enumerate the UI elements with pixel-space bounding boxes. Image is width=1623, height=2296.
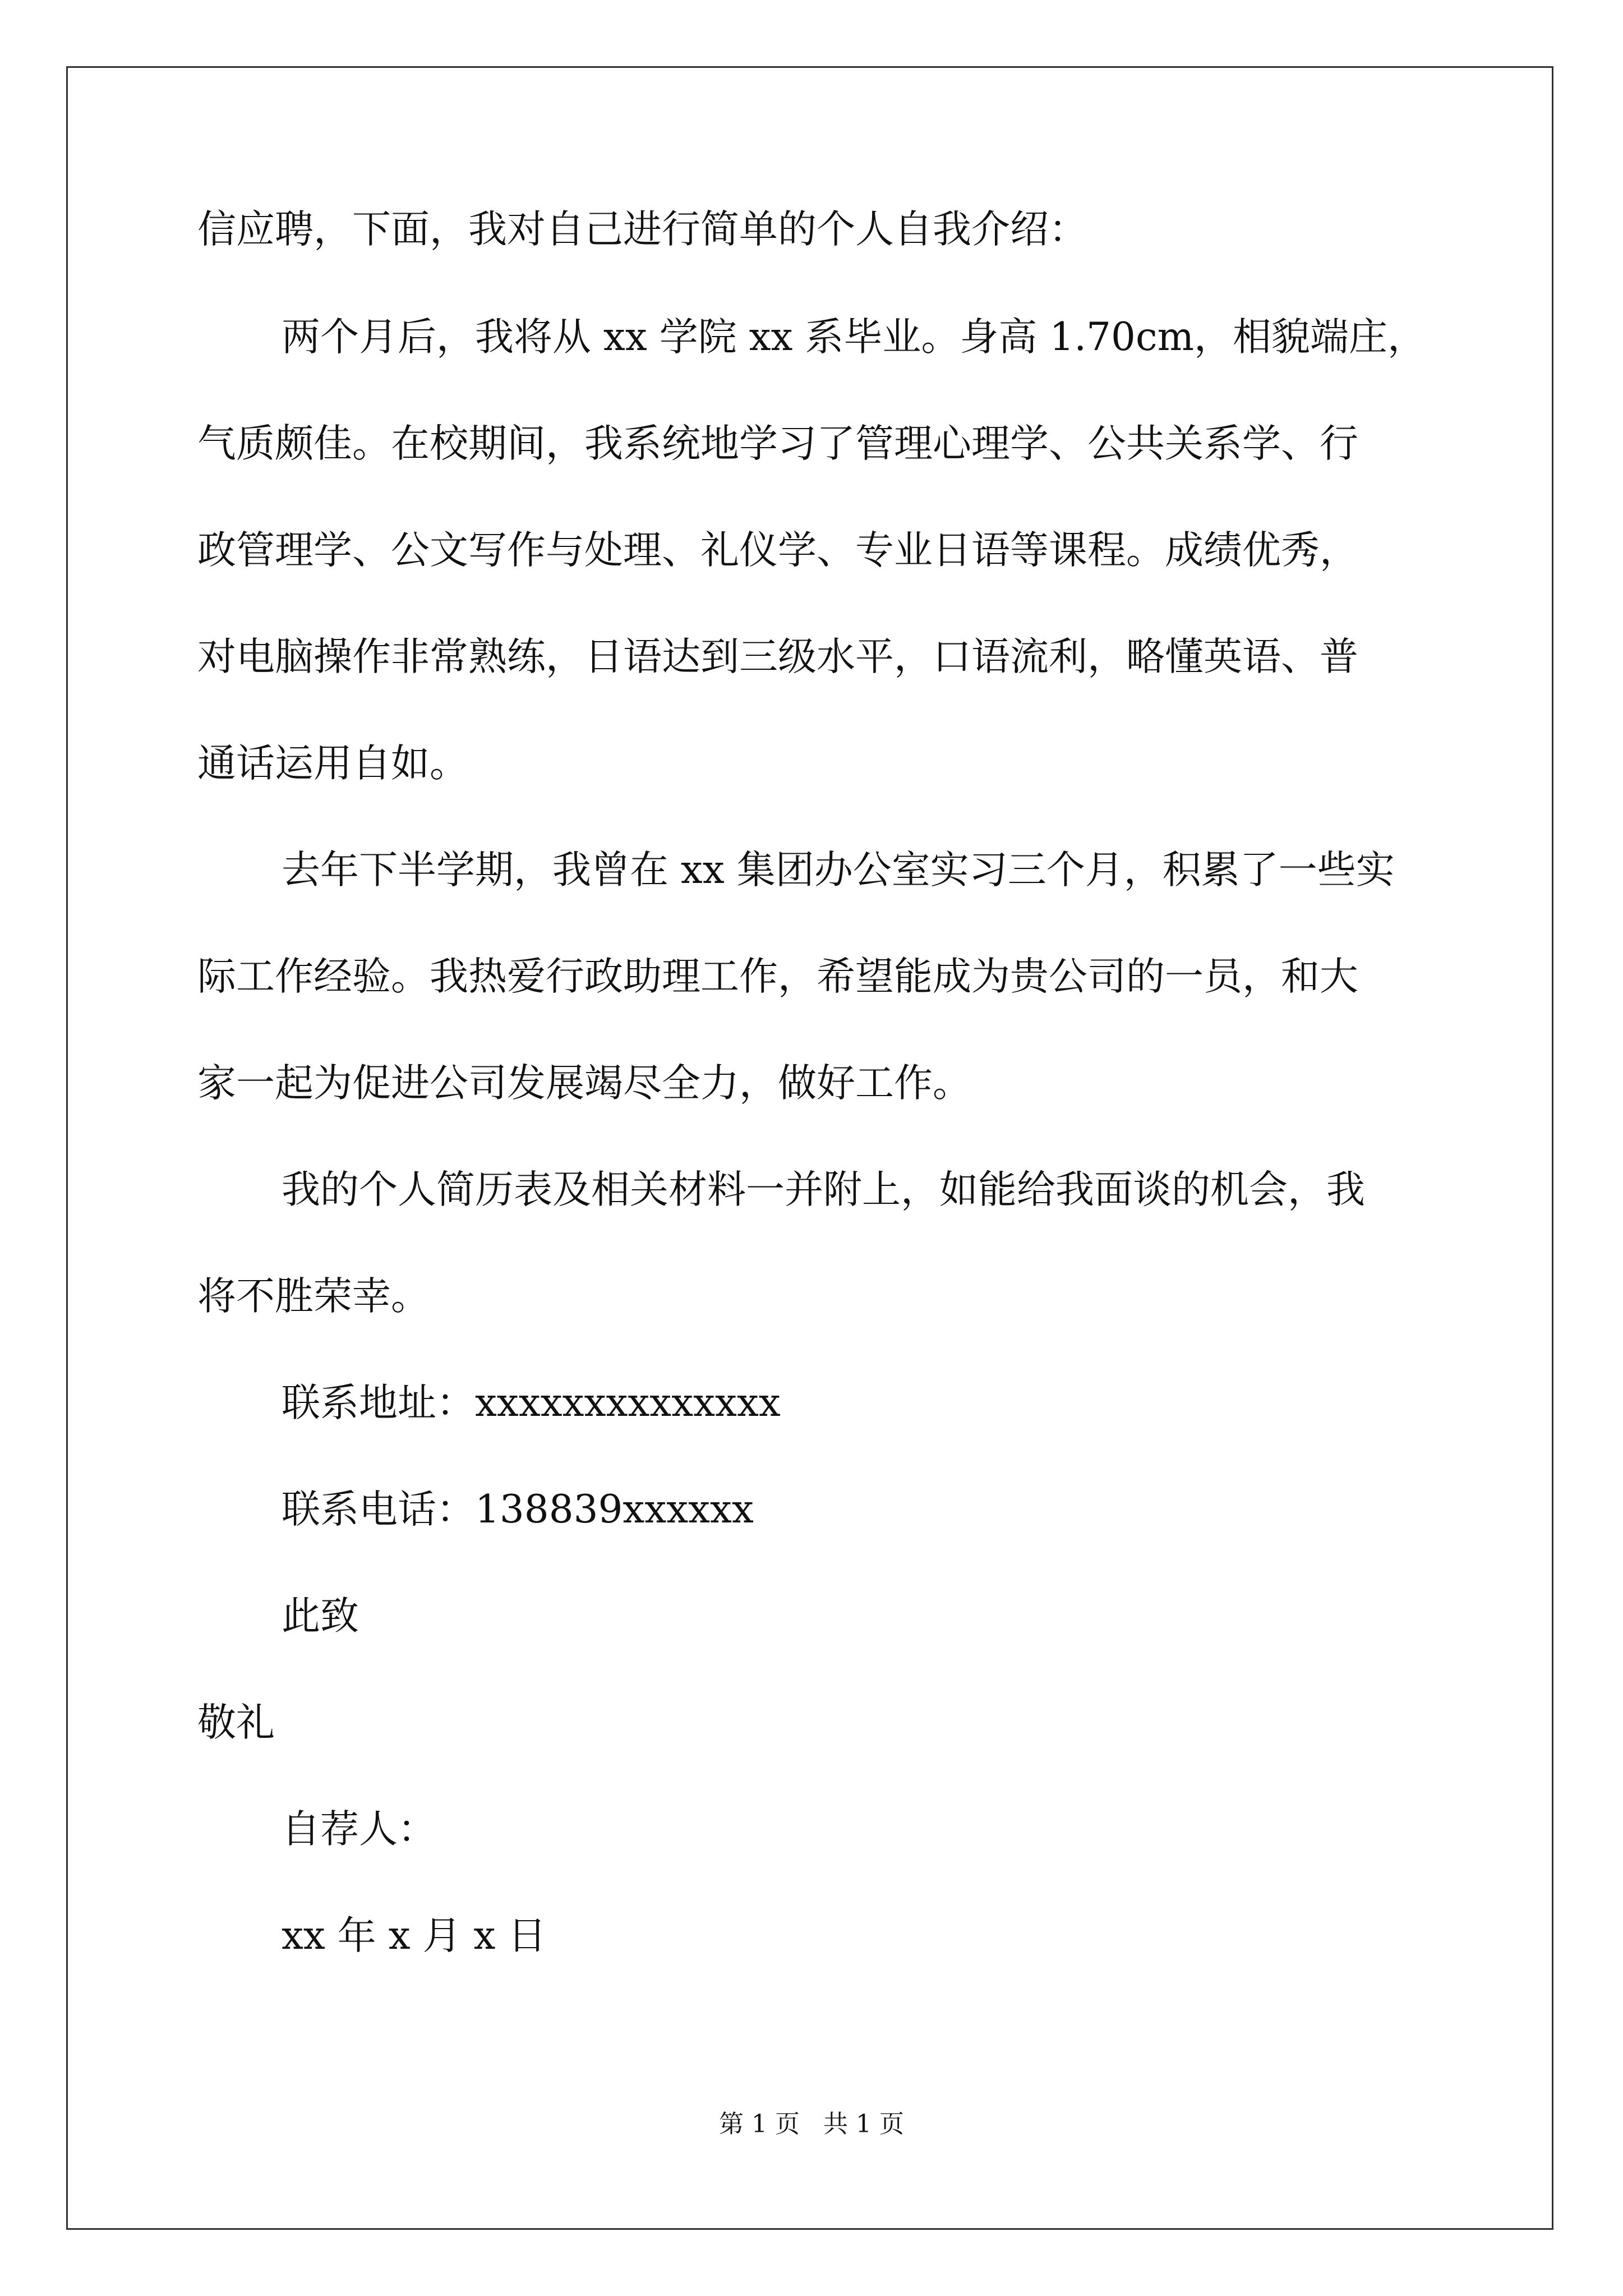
paragraph-line: 去年下半学期，我曾在 xx 集团办公室实习三个月，积累了一些实 xyxy=(282,848,1395,892)
page-border xyxy=(66,66,1553,2230)
contact-address: 联系地址：xxxxxxxxxxxxxx xyxy=(282,1381,781,1425)
paragraph-line: 通话运用自如。 xyxy=(197,741,468,786)
paragraph-line: 将不胜荣幸。 xyxy=(197,1274,430,1319)
paragraph-line: 家一起为促进公司发展竭尽全力，做好工作。 xyxy=(197,1061,971,1106)
contact-phone: 联系电话：138839xxxxxx xyxy=(282,1487,754,1532)
signature-date: xx 年 x 月 x 日 xyxy=(282,1913,547,1958)
paragraph-line: 对电脑操作非常熟练，日语达到三级水平，口语流利，略懂英语、普 xyxy=(197,634,1358,679)
page-footer: 第 1 页 共 1 页 xyxy=(719,2110,904,2138)
paragraph-line: 我的个人简历表及相关材料一并附上，如能给我面谈的机会，我 xyxy=(282,1167,1365,1212)
paragraph-line: 气质颇佳。在校期间，我系统地学习了管理心理学、公共关系学、行 xyxy=(197,421,1358,466)
closing-salutation: 此致 xyxy=(282,1594,359,1639)
paragraph-line: 际工作经验。我热爱行政助理工作，希望能成为贵公司的一员，和大 xyxy=(197,954,1358,999)
closing-regards: 敬礼 xyxy=(197,1700,275,1745)
paragraph-line: 信应聘，下面，我对自己进行简单的个人自我介绍： xyxy=(197,207,1087,252)
paragraph-line: 两个月后，我将从 xx 学院 xx 系毕业。身高 1.70cm，相貌端庄， xyxy=(282,315,1427,360)
signature-label: 自荐人： xyxy=(282,1807,436,1852)
paragraph-line: 政管理学、公文写作与处理、礼仪学、专业日语等课程。成绩优秀， xyxy=(197,528,1358,573)
